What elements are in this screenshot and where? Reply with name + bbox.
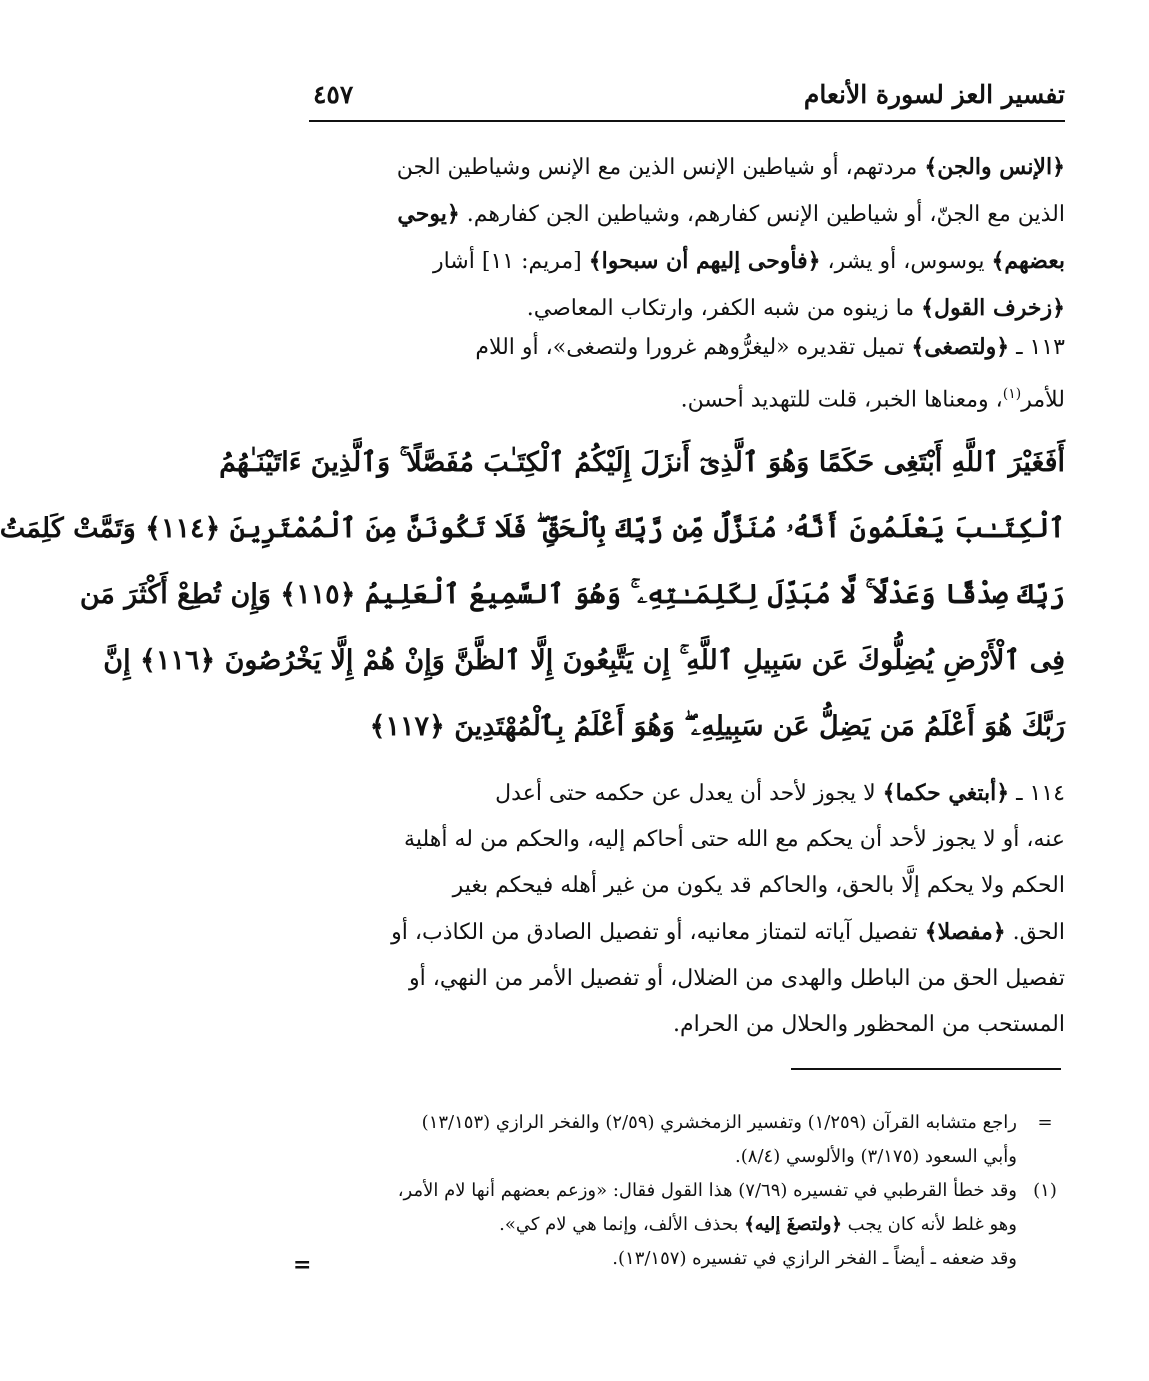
text-run: للأمر [1021, 387, 1065, 413]
text-run: تفصيل آياته لتمتاز معانيه، أو تفصيل الصادق من الكاذب، أو [391, 920, 925, 945]
quoted-term: ﴿ولتصغى﴾ [911, 334, 1010, 360]
footnote-continues-mark: = [293, 1252, 312, 1278]
quran-line: رَبِّكَ صِدْقًا وَعَدْلًا ۚ لَّا مُبَدِّلَ لِكَلِمَـٰتِهِۦ ۚ وَهُوَ ٱلسَّمِيعُ ٱلْعَلِيمُ ﴿١١٥﴾ وَإِن تُطِعْ أَكْثَرَ مَن [79, 579, 1065, 610]
text-run: مردتهم، أو شياطين الإنس الذين مع الإنس وشياطين الجن [396, 155, 925, 180]
quran-line: رَبَّكَ هُوَ أَعْلَمُ مَن يَضِلُّ عَن سَبِيلِهِۦ ۖ وَهُوَ أَعْلَمُ بِٱلْمُهْتَدِينَ ﴿١١٧﴾ [369, 711, 1065, 742]
paragraph-commentary-113 [309, 324, 1065, 423]
text-line [309, 144, 1065, 191]
text-line: المستحب من المحظور والحلال من الحرام. [672, 1012, 1065, 1037]
footnotes [309, 1106, 1065, 1276]
quoted-term: ﴿فأوحى إليهم أن سبحوا﴾ [588, 248, 821, 274]
text-run: يوسوس، أو يشر، [820, 249, 992, 274]
footnote-line: وقد ضعفه ـ أيضاً ـ الفخر الرازي في تفسيره (١٣/١٥٧). [612, 1248, 1017, 1269]
text-run: تميل تقديره «ليغرُّوهم غرورا ولتصغى»، أو اللام [475, 335, 912, 360]
text-run: وقد خطأ القرطبي في تفسيره (٧/٦٩) هذا القول فقال: «وزعم بعضهم أنها لام الأمر، [397, 1180, 1017, 1201]
text-run: راجع متشابه القرآن (١/٢٥٩) وتفسير الزمخشري (٢/٥٩) والفخر الرازي (١٣/١٥٣) [421, 1112, 1017, 1133]
text-run: [مريم: ١١] أشار [432, 249, 589, 274]
page-number: ٤٥٧ [313, 80, 354, 109]
footnote-reference[interactable]: (١) [1002, 386, 1022, 402]
continuation-mark: = [1037, 1112, 1053, 1133]
text-line [309, 371, 1065, 423]
quoted-term: ﴿أبتغي حكما﴾ [882, 780, 1010, 806]
quoted-term: بعضهم﴾ [991, 248, 1065, 274]
text-run: بحذف الألف، وإنما هي لام كي». [499, 1214, 745, 1235]
running-title: تفسير العز لسورة الأنعام [803, 80, 1065, 109]
text-line [309, 909, 1065, 956]
quran-line: أَفَغَيْرَ ٱللَّهِ أَبْتَغِى حَكَمًا وَهُوَ ٱلَّذِىٓ أَنزَلَ إِلَيْكُمُ ٱلْكِتَـٰبَ مُفَصَّلًا ۚ وَٱلَّذِينَ ءَاتَيْنَـٰهُمُ [219, 447, 1065, 478]
header-rule [309, 120, 1065, 122]
text-run: لا يجوز لأحد أن يعدل عن حكمه حتى أعدل [495, 781, 883, 806]
quoted-term: ﴿ولتصغَ إليه﴾ [744, 1214, 842, 1235]
quran-line: ٱلْكِتَـٰبَ يَعْلَمُونَ أَنَّهُۥ مُنَزَّلٌ مِّن رَّبِّكَ بِٱلْحَقِّ ۖ فَلَا تَكُونَنَّ مِنَ ٱلْمُمْتَرِينَ ﴿١١٤﴾ وَتَمَّتْ كَلِمَتُ [0, 513, 1065, 544]
text-run: ، ومعناها الخبر، قلت للتهديد أحسن. [680, 387, 1003, 413]
quoted-term: ﴿مفصلا﴾ [924, 919, 1006, 945]
text-line [309, 238, 1065, 285]
footnote-continuation-line: وأبي السعود (٣/١٧٥) والألوسي (٨/٤). [735, 1146, 1017, 1167]
text-line: الحكم ولا يحكم إلَّا بالحق، والحاكم قد يكون من غير أهله فيحكم بغير [452, 873, 1065, 898]
text-run: وهو غلط لأنه كان يجب [841, 1214, 1017, 1235]
text-run: الحق. [1005, 920, 1065, 945]
footnote-marker: (١) [1033, 1180, 1057, 1201]
paragraph-commentary-112 [309, 144, 1065, 332]
quoted-term: ﴿الإنس والجن﴾ [924, 154, 1065, 180]
paragraph-commentary-114 [309, 770, 1065, 1048]
quoted-term: ﴿زخرف القول﴾ [921, 295, 1065, 321]
text-line: عنه، أو لا يجوز لأحد أن يحكم مع الله حتى أحاكم إليه، والحكم من له أهلية [404, 827, 1065, 852]
text-run: ما زينوه من شبه الكفر، وارتكاب المعاصي. [526, 296, 922, 321]
text-line: تفصيل الحق من الباطل والهدى من الضلال، أو تفصيل الأمر من النهي، أو [408, 966, 1065, 991]
footnote-continuation-line [309, 1106, 1065, 1140]
text-line [309, 191, 1065, 238]
footnote-1 [309, 1174, 1065, 1208]
footnote-line [309, 1208, 1065, 1242]
text-line [309, 770, 1065, 817]
text-line [309, 324, 1065, 371]
quran-verses-block [0, 430, 1065, 760]
page-header [309, 76, 1065, 120]
verse-number: ١١٣ ـ [1009, 335, 1065, 360]
verse-number: ١١٤ ـ [1009, 781, 1065, 806]
quran-line: فِى ٱلْأَرْضِ يُضِلُّوكَ عَن سَبِيلِ ٱللَّهِ ۚ إِن يَتَّبِعُونَ إِلَّا ٱلظَّنَّ وَإِنْ هُمْ إِلَّا يَخْرُصُونَ ﴿١١٦﴾ إِنَّ [103, 645, 1065, 676]
footnote-separator [791, 1068, 1061, 1070]
quoted-term: ﴿يوحي [397, 201, 460, 227]
text-run: الذين مع الجنّ، أو شياطين الإنس كفارهم، وشياطين الجن كفارهم. [459, 202, 1065, 227]
